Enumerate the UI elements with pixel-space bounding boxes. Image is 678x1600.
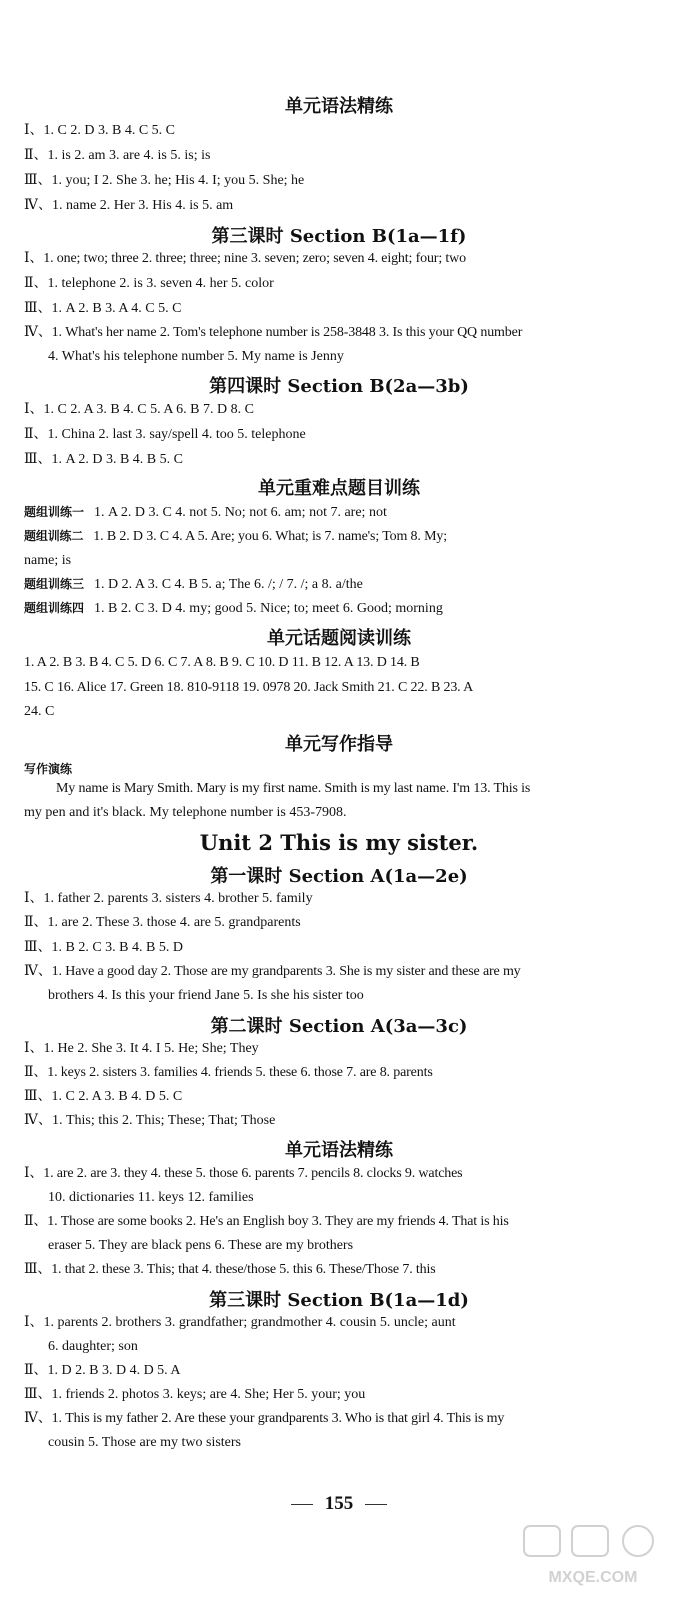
answer-line: Ⅳ、1. Have a good day 2. Those are my grandparents 3. She is my sister and these are my [24,964,521,979]
answer-line: Ⅰ、1. are 2. are 3. they 4. these 5. those 6. parents 7. pencils 8. clocks 9. watches [24,1166,463,1181]
page-number: 155 [0,1493,678,1515]
answer-line [24,576,363,593]
group-label: 题组训练三 [24,577,85,591]
answer-line: Ⅲ、1. A 2. B 3. A 4. C 5. C [24,301,182,316]
section-heading-lesson2: 第二课时 Section A(3a—3c) [210,1016,468,1037]
group-label: 题组训练一 [24,505,85,519]
answer-line: 4. What's his telephone number 5. My name is Jenny [48,349,344,364]
section-heading-lesson1: 第一课时 Section A(1a—2e) [210,866,468,887]
answer-line: 24. C [24,704,55,719]
answer-line: Ⅲ、1. you; I 2. She 3. he; His 4. I; you 5. She; he [24,173,305,188]
section-heading-lesson4: 第四课时 Section B(2a—3b) [209,376,469,397]
answer-line: 10. dictionaries 11. keys 12. families [48,1190,254,1205]
section-heading-reading: 单元话题阅读训练 [267,628,411,649]
answer-line: cousin 5. Those are my two sisters [48,1435,241,1450]
answer-line: Ⅳ、1. This; this 2. This; These; That; Those [24,1113,276,1128]
section-heading-lesson3-unit2: 第三课时 Section B(1a—1d) [209,1290,469,1311]
group-label: 题组训练四 [24,601,85,615]
answer-line: Ⅱ、1. D 2. B 3. D 4. D 5. A [24,1363,181,1378]
answer-line [24,600,443,617]
answer-line: Ⅰ、1. He 2. She 3. It 4. I 5. He; She; They [24,1041,259,1056]
answer-line [24,504,387,521]
section-heading-writing: 单元写作指导 [285,734,393,755]
answer-text: 1. D 2. A 3. C 4. B 5. a; The 6. /; / 7. /; a 8. a/the [94,577,363,592]
answer-line: Ⅰ、1. father 2. parents 3. sisters 4. brother 5. family [24,891,313,906]
answer-line: Ⅲ、1. A 2. D 3. B 4. B 5. C [24,452,183,467]
answer-line: Ⅰ、1. C 2. A 3. B 4. C 5. A 6. B 7. D 8. C [24,402,254,417]
answer-line: Ⅱ、1. telephone 2. is 3. seven 4. her 5. color [24,276,274,291]
answer-line: Ⅳ、1. name 2. Her 3. His 4. is 5. am [24,198,234,213]
section-heading-grammar-2: 单元语法精练 [285,1140,393,1161]
answer-line: Ⅳ、1. This is my father 2. Are these your grandparents 3. Who is that girl 4. This is my [24,1411,505,1426]
answer-line: Ⅲ、1. that 2. these 3. This; that 4. these/those 5. this 6. These/Those 7. this [24,1262,436,1277]
answer-line: Ⅱ、1. China 2. last 3. say/spell 4. too 5. telephone [24,427,306,442]
answer-line: Ⅰ、1. parents 2. brothers 3. grandfather; grandmother 4. cousin 5. uncle; aunt [24,1315,456,1330]
writing-practice-label: 写作演练 [24,762,73,776]
answer-text: 1. A 2. D 3. C 4. not 5. No; not 6. am; not 7. are; not [94,505,387,520]
answer-line: my pen and it's black. My telephone number is 453-7908. [24,805,347,820]
answer-line: 1. A 2. B 3. B 4. C 5. D 6. C 7. A 8. B 9. C 10. D 11. B 12. A 13. D 14. B [24,655,420,670]
answer-text: 1. B 2. C 3. D 4. my; good 5. Nice; to; meet 6. Good; morning [94,601,443,616]
answer-line: brothers 4. Is this your friend Jane 5. Is she his sister too [48,988,364,1003]
answer-line: My name is Mary Smith. Mary is my first name. Smith is my last name. I'm 13. This is [56,781,531,796]
svg-text:MXQE.COM: MXQE.COM [548,1569,638,1586]
answer-line: eraser 5. They are black pens 6. These are my brothers [48,1238,354,1253]
answer-line: Ⅲ、1. B 2. C 3. B 4. B 5. D [24,940,183,955]
answer-line: Ⅱ、1. keys 2. sisters 3. families 4. friends 5. these 6. those 7. are 8. parents [24,1065,433,1080]
answer-line: name; is [24,553,72,568]
answer-line: Ⅲ、1. friends 2. photos 3. keys; are 4. She; Her 5. your; you [24,1387,366,1402]
answer-line: Ⅰ、1. C 2. D 3. B 4. C 5. C [24,123,175,138]
answer-line: Ⅰ、1. one; two; three 2. three; three; nine 3. seven; zero; seven 4. eight; four; two [24,251,466,266]
answer-line: Ⅱ、1. are 2. These 3. those 4. are 5. grandparents [24,915,301,930]
group-label: 题组训练二 [24,529,84,543]
answer-line: Ⅳ、1. What's her name 2. Tom's telephone number is 258-3848 3. Is this your QQ number [24,325,523,340]
section-heading-lesson3: 第三课时 Section B(1a—1f) [211,226,467,247]
unit-title: Unit 2 This is my sister. [199,830,479,855]
answer-line: 15. C 16. Alice 17. Green 18. 810-9118 19. 0978 20. Jack Smith 21. C 22. B 23. A [24,680,474,695]
answer-line: Ⅱ、1. Those are some books 2. He's an English boy 3. They are my friends 4. That is his [24,1214,509,1229]
answer-line: Ⅲ、1. C 2. A 3. B 4. D 5. C [24,1089,183,1104]
answer-line: Ⅱ、1. is 2. am 3. are 4. is 5. is; is [24,148,211,163]
section-heading-grammar: 单元语法精练 [285,96,393,117]
answer-line [24,528,447,545]
answer-line: 6. daughter; son [48,1339,138,1354]
site-watermark-logo [518,1520,668,1590]
answer-text: 1. B 2. D 3. C 4. A 5. Are; you 6. What; is 7. name's; Tom 8. My; [93,529,447,544]
section-heading-key-points: 单元重难点题目训练 [258,478,420,499]
